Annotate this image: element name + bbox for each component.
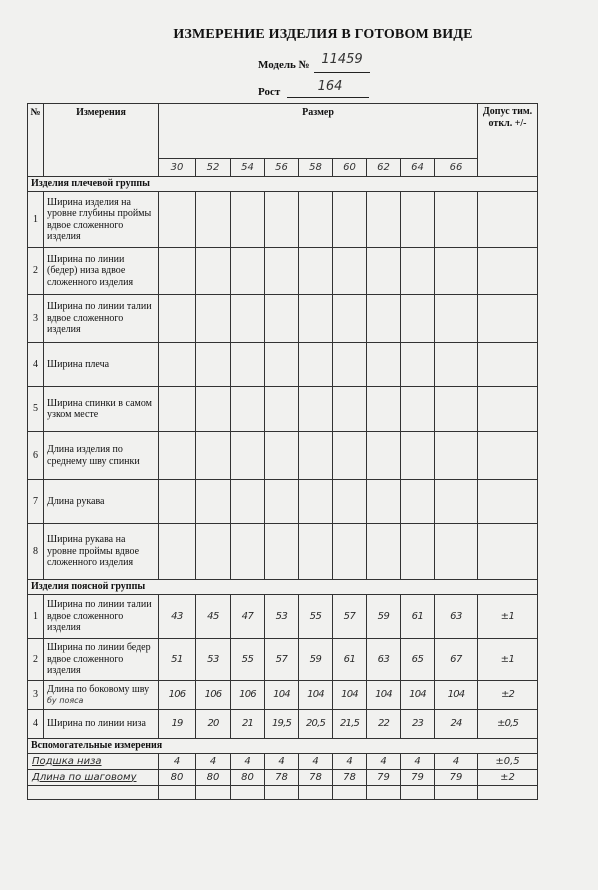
row-name: Ширина плеча bbox=[44, 343, 159, 387]
tolerance-cell[interactable] bbox=[478, 343, 538, 387]
value-cell[interactable]: 53 bbox=[265, 595, 299, 639]
value-cell[interactable] bbox=[159, 192, 196, 248]
value-cell[interactable]: 80 bbox=[159, 770, 196, 786]
row-name: Ширина по линии бедер вдвое сложенного изделия bbox=[44, 639, 159, 681]
table-row bbox=[28, 770, 538, 786]
value-cell[interactable] bbox=[196, 192, 231, 248]
value-cell[interactable] bbox=[435, 295, 478, 343]
row-name: Ширина спинки в самом узком месте bbox=[44, 387, 159, 432]
height-value[interactable]: 164 bbox=[317, 79, 343, 94]
value-cell[interactable]: 51 bbox=[159, 639, 196, 681]
value-cell[interactable] bbox=[333, 192, 367, 248]
row-number: 7 bbox=[28, 480, 44, 524]
value-cell[interactable] bbox=[196, 524, 231, 580]
tolerance-cell[interactable] bbox=[478, 524, 538, 580]
section-title-shoulder: Изделия плечевой группы bbox=[28, 177, 538, 192]
value-cell[interactable]: 78 bbox=[299, 770, 333, 786]
value-cell[interactable] bbox=[196, 343, 231, 387]
value-cell[interactable]: 106 bbox=[196, 681, 231, 710]
value-cell[interactable] bbox=[196, 786, 231, 800]
value-cell[interactable]: 4 bbox=[435, 754, 478, 770]
value-cell[interactable] bbox=[367, 343, 401, 387]
row-name: Ширина по линии талии вдвое сложенного изделия bbox=[44, 295, 159, 343]
section-header-row bbox=[28, 580, 538, 595]
row-name: Ширина по линии (бедер) низа вдвое сложенного изделия bbox=[44, 248, 159, 295]
value-cell[interactable]: 45 bbox=[196, 595, 231, 639]
value-cell[interactable]: 104 bbox=[401, 681, 435, 710]
tolerance-cell[interactable]: ±1 bbox=[478, 595, 538, 639]
table-row bbox=[28, 248, 538, 295]
value-cell[interactable]: 78 bbox=[333, 770, 367, 786]
value-cell[interactable]: 104 bbox=[299, 681, 333, 710]
value-cell[interactable] bbox=[159, 480, 196, 524]
value-cell[interactable] bbox=[231, 432, 265, 480]
value-cell[interactable]: 104 bbox=[333, 681, 367, 710]
row-name bbox=[44, 681, 159, 710]
header-num: № bbox=[28, 104, 44, 177]
value-cell[interactable] bbox=[401, 343, 435, 387]
value-cell[interactable] bbox=[435, 786, 478, 800]
value-cell[interactable]: 104 bbox=[367, 681, 401, 710]
value-cell[interactable] bbox=[231, 524, 265, 580]
table-row bbox=[28, 343, 538, 387]
aux-row-label[interactable]: Подшка низа bbox=[28, 754, 159, 770]
value-cell[interactable] bbox=[401, 192, 435, 248]
value-cell[interactable]: 24 bbox=[435, 710, 478, 739]
value-cell[interactable] bbox=[196, 387, 231, 432]
header-tolerance: Допус тим. откл. +/- bbox=[478, 104, 538, 177]
page-title: ИЗМЕРЕНИЕ ИЗДЕЛИЯ В ГОТОВОМ ВИДЕ bbox=[173, 27, 473, 42]
tolerance-cell[interactable]: ±1 bbox=[478, 639, 538, 681]
value-cell[interactable] bbox=[265, 248, 299, 295]
size-cell[interactable]: 60 bbox=[333, 159, 367, 177]
tolerance-cell[interactable]: ±2 bbox=[478, 681, 538, 710]
table-row bbox=[28, 480, 538, 524]
value-cell[interactable]: 19,5 bbox=[265, 710, 299, 739]
table-row bbox=[28, 387, 538, 432]
value-cell[interactable]: 65 bbox=[401, 639, 435, 681]
value-cell[interactable] bbox=[333, 480, 367, 524]
value-cell[interactable]: 67 bbox=[435, 639, 478, 681]
value-cell[interactable] bbox=[435, 524, 478, 580]
header-row bbox=[28, 104, 538, 159]
value-cell[interactable] bbox=[265, 480, 299, 524]
value-cell[interactable]: 20,5 bbox=[299, 710, 333, 739]
value-cell[interactable] bbox=[333, 343, 367, 387]
value-cell[interactable] bbox=[159, 343, 196, 387]
value-cell[interactable]: 22 bbox=[367, 710, 401, 739]
tolerance-cell[interactable] bbox=[478, 295, 538, 343]
row-number: 1 bbox=[28, 595, 44, 639]
value-cell[interactable] bbox=[159, 524, 196, 580]
row-name: Ширина по линии талии вдвое сложенного изделия bbox=[44, 595, 159, 639]
value-cell[interactable] bbox=[231, 387, 265, 432]
value-cell[interactable] bbox=[196, 480, 231, 524]
value-cell[interactable] bbox=[265, 192, 299, 248]
tolerance-cell[interactable] bbox=[478, 192, 538, 248]
value-cell[interactable]: 80 bbox=[196, 770, 231, 786]
row-name: Длина рукава bbox=[44, 480, 159, 524]
value-cell[interactable]: 53 bbox=[196, 639, 231, 681]
value-cell[interactable] bbox=[367, 295, 401, 343]
height-label: Рост bbox=[258, 86, 281, 98]
value-cell[interactable]: 104 bbox=[435, 681, 478, 710]
table-row bbox=[28, 295, 538, 343]
value-cell[interactable] bbox=[333, 524, 367, 580]
value-cell[interactable]: 80 bbox=[231, 770, 265, 786]
row-number: 3 bbox=[28, 681, 44, 710]
row-number: 5 bbox=[28, 387, 44, 432]
size-cell[interactable]: 52 bbox=[196, 159, 231, 177]
section-header-row bbox=[28, 739, 538, 754]
value-cell[interactable] bbox=[299, 343, 333, 387]
value-cell[interactable] bbox=[231, 248, 265, 295]
value-cell[interactable] bbox=[265, 387, 299, 432]
value-cell[interactable]: 4 bbox=[333, 754, 367, 770]
value-cell[interactable] bbox=[196, 248, 231, 295]
row-number: 3 bbox=[28, 295, 44, 343]
value-cell[interactable]: 57 bbox=[333, 595, 367, 639]
value-cell[interactable] bbox=[435, 432, 478, 480]
row-name: Длина изделия по среднему шву спинки bbox=[44, 432, 159, 480]
row-number: 2 bbox=[28, 248, 44, 295]
value-cell[interactable] bbox=[299, 295, 333, 343]
size-cell[interactable]: 56 bbox=[265, 159, 299, 177]
table-row bbox=[28, 786, 538, 800]
value-cell[interactable] bbox=[265, 432, 299, 480]
value-cell[interactable] bbox=[401, 432, 435, 480]
model-underline bbox=[314, 72, 370, 73]
size-cell[interactable]: 66 bbox=[435, 159, 478, 177]
value-cell[interactable] bbox=[435, 192, 478, 248]
table-row bbox=[28, 710, 538, 739]
value-cell[interactable] bbox=[159, 432, 196, 480]
value-cell[interactable]: 79 bbox=[367, 770, 401, 786]
value-cell[interactable] bbox=[333, 786, 367, 800]
value-cell[interactable] bbox=[367, 248, 401, 295]
value-cell[interactable] bbox=[265, 524, 299, 580]
tolerance-cell[interactable] bbox=[478, 432, 538, 480]
value-cell[interactable]: 57 bbox=[265, 639, 299, 681]
handwritten-note[interactable]: бу пояса bbox=[47, 696, 84, 705]
value-cell[interactable] bbox=[401, 295, 435, 343]
value-cell[interactable]: 21,5 bbox=[333, 710, 367, 739]
value-cell[interactable] bbox=[299, 432, 333, 480]
section-title-waist: Изделия поясной группы bbox=[28, 580, 538, 595]
height-underline bbox=[287, 97, 369, 98]
value-cell[interactable]: 63 bbox=[435, 595, 478, 639]
value-cell[interactable] bbox=[401, 480, 435, 524]
value-cell[interactable] bbox=[435, 248, 478, 295]
value-cell[interactable] bbox=[299, 480, 333, 524]
value-cell[interactable]: 47 bbox=[231, 595, 265, 639]
value-cell[interactable] bbox=[159, 248, 196, 295]
value-cell[interactable]: 19 bbox=[159, 710, 196, 739]
value-cell[interactable]: 20 bbox=[196, 710, 231, 739]
value-cell[interactable] bbox=[299, 524, 333, 580]
table-row bbox=[28, 192, 538, 248]
value-cell[interactable] bbox=[401, 524, 435, 580]
value-cell[interactable] bbox=[231, 480, 265, 524]
value-cell[interactable] bbox=[401, 387, 435, 432]
header-size: Размер bbox=[159, 104, 478, 159]
size-cell[interactable]: 54 bbox=[231, 159, 265, 177]
row-number: 8 bbox=[28, 524, 44, 580]
value-cell[interactable]: 106 bbox=[159, 681, 196, 710]
size-cell[interactable]: 62 bbox=[367, 159, 401, 177]
value-cell[interactable]: 79 bbox=[401, 770, 435, 786]
value-cell[interactable]: 106 bbox=[231, 681, 265, 710]
value-cell[interactable] bbox=[333, 432, 367, 480]
value-cell[interactable] bbox=[367, 387, 401, 432]
value-cell[interactable] bbox=[231, 295, 265, 343]
tolerance-cell[interactable]: ±0,5 bbox=[478, 710, 538, 739]
row-number: 2 bbox=[28, 639, 44, 681]
value-cell[interactable] bbox=[333, 248, 367, 295]
value-cell[interactable] bbox=[435, 480, 478, 524]
value-cell[interactable]: 4 bbox=[367, 754, 401, 770]
value-cell[interactable] bbox=[265, 786, 299, 800]
value-cell[interactable] bbox=[231, 786, 265, 800]
tolerance-cell[interactable] bbox=[478, 248, 538, 295]
tolerance-cell[interactable] bbox=[478, 387, 538, 432]
value-cell[interactable]: 4 bbox=[159, 754, 196, 770]
value-cell[interactable]: 43 bbox=[159, 595, 196, 639]
header-measurement: Измерения bbox=[44, 104, 159, 177]
value-cell[interactable] bbox=[367, 524, 401, 580]
value-cell[interactable]: 21 bbox=[231, 710, 265, 739]
value-cell[interactable]: 61 bbox=[401, 595, 435, 639]
size-cell[interactable]: 58 bbox=[299, 159, 333, 177]
value-cell[interactable]: 63 bbox=[367, 639, 401, 681]
table-row bbox=[28, 639, 538, 681]
value-cell[interactable] bbox=[159, 786, 196, 800]
value-cell[interactable] bbox=[299, 248, 333, 295]
value-cell[interactable] bbox=[333, 295, 367, 343]
value-cell[interactable]: 78 bbox=[265, 770, 299, 786]
value-cell[interactable] bbox=[299, 192, 333, 248]
value-cell[interactable] bbox=[299, 387, 333, 432]
tolerance-cell[interactable]: ±2 bbox=[478, 770, 538, 786]
value-cell[interactable] bbox=[367, 192, 401, 248]
value-cell[interactable] bbox=[159, 387, 196, 432]
value-cell[interactable] bbox=[367, 432, 401, 480]
value-cell[interactable]: 59 bbox=[299, 639, 333, 681]
row-name: Ширина изделия на уровне глубины проймы вдвое сложенного изделия bbox=[44, 192, 159, 248]
value-cell[interactable]: 61 bbox=[333, 639, 367, 681]
row-name: Ширина по линии низа bbox=[44, 710, 159, 739]
value-cell[interactable]: 4 bbox=[299, 754, 333, 770]
size-cell[interactable]: 30 bbox=[159, 159, 196, 177]
table-row bbox=[28, 681, 538, 710]
value-cell[interactable] bbox=[367, 480, 401, 524]
row-name-text: Длина по боковому шву bbox=[47, 683, 150, 695]
tolerance-cell[interactable] bbox=[478, 786, 538, 800]
value-cell[interactable] bbox=[333, 387, 367, 432]
row-number: 1 bbox=[28, 192, 44, 248]
value-cell[interactable]: 4 bbox=[231, 754, 265, 770]
model-label: Модель № bbox=[258, 59, 310, 71]
value-cell[interactable] bbox=[435, 387, 478, 432]
value-cell[interactable] bbox=[231, 192, 265, 248]
value-cell[interactable]: 4 bbox=[265, 754, 299, 770]
value-cell[interactable]: 4 bbox=[401, 754, 435, 770]
tolerance-cell[interactable] bbox=[478, 480, 538, 524]
model-value[interactable]: 11459 bbox=[321, 52, 363, 67]
table-row bbox=[28, 595, 538, 639]
section-header-row bbox=[28, 177, 538, 192]
row-name: Ширина рукава на уровне проймы вдвое сложенного изделия bbox=[44, 524, 159, 580]
value-cell[interactable] bbox=[265, 295, 299, 343]
value-cell[interactable] bbox=[265, 343, 299, 387]
value-cell[interactable]: 55 bbox=[299, 595, 333, 639]
size-cell[interactable]: 64 bbox=[401, 159, 435, 177]
value-cell[interactable]: 104 bbox=[265, 681, 299, 710]
table-row bbox=[28, 524, 538, 580]
empty-label-cell[interactable] bbox=[28, 786, 159, 800]
value-cell[interactable] bbox=[367, 786, 401, 800]
row-number: 6 bbox=[28, 432, 44, 480]
value-cell[interactable]: 4 bbox=[196, 754, 231, 770]
row-number: 4 bbox=[28, 343, 44, 387]
value-cell[interactable]: 55 bbox=[231, 639, 265, 681]
value-cell[interactable]: 59 bbox=[367, 595, 401, 639]
value-cell[interactable] bbox=[401, 248, 435, 295]
section-title-auxiliary: Вспомогательные измерения bbox=[28, 739, 538, 754]
table-row bbox=[28, 754, 538, 770]
value-cell[interactable] bbox=[159, 295, 196, 343]
value-cell[interactable] bbox=[435, 343, 478, 387]
value-cell[interactable]: 79 bbox=[435, 770, 478, 786]
value-cell[interactable] bbox=[196, 295, 231, 343]
value-cell[interactable] bbox=[196, 432, 231, 480]
table-row bbox=[28, 432, 538, 480]
value-cell[interactable] bbox=[299, 786, 333, 800]
value-cell[interactable] bbox=[231, 343, 265, 387]
aux-row-label[interactable]: Длина по шаговому bbox=[28, 770, 159, 786]
value-cell[interactable]: 23 bbox=[401, 710, 435, 739]
row-number: 4 bbox=[28, 710, 44, 739]
tolerance-cell[interactable]: ±0,5 bbox=[478, 754, 538, 770]
value-cell[interactable] bbox=[401, 786, 435, 800]
measurement-table bbox=[27, 103, 538, 800]
